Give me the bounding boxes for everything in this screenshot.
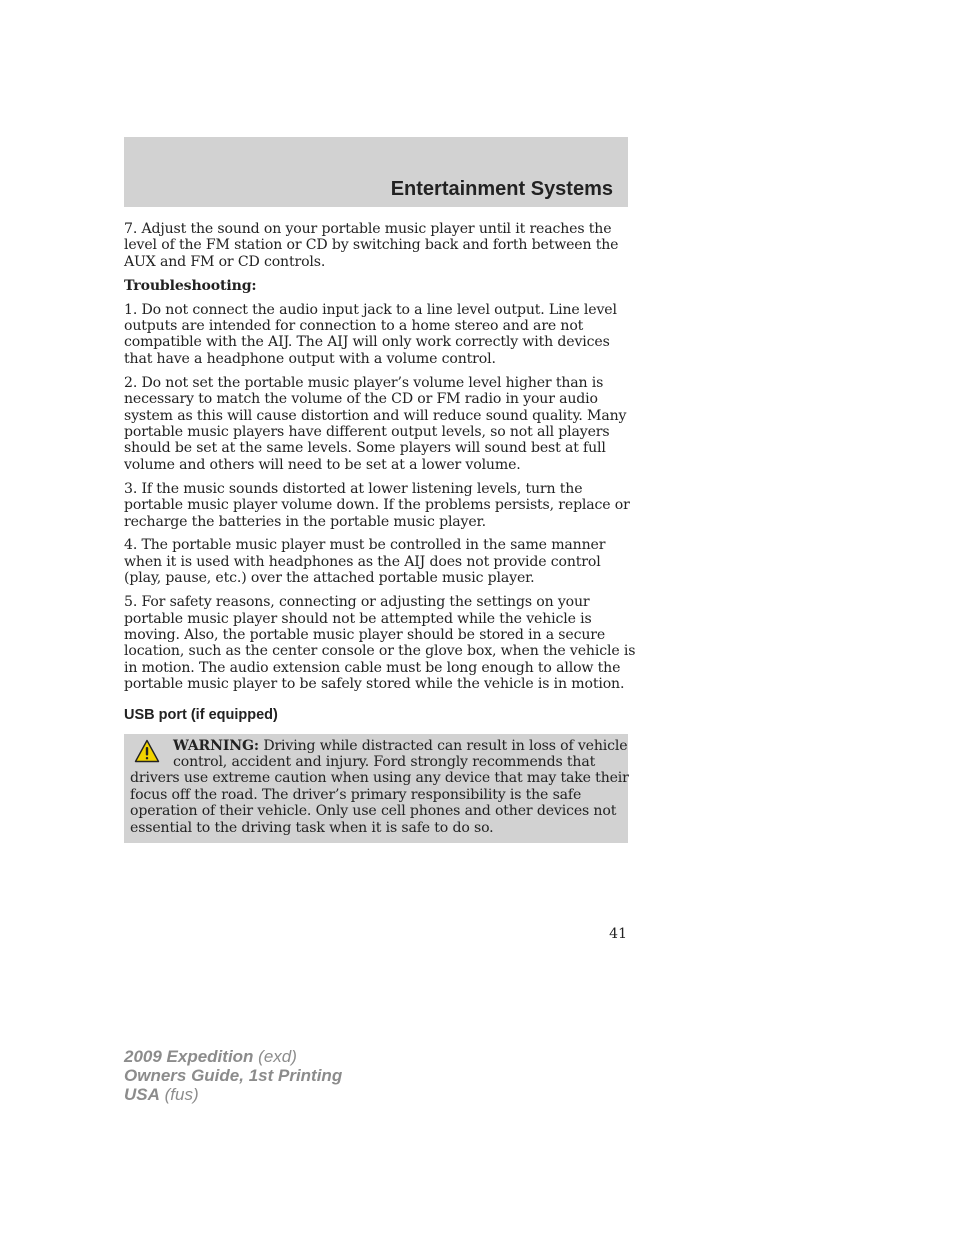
text-line: recharge the batteries in the portable music player. bbox=[124, 513, 486, 530]
text-line: portable music player to be safely stored while the vehicle is in motion. bbox=[124, 676, 625, 693]
warning-box bbox=[124, 734, 628, 843]
footer-market: USA bbox=[124, 1085, 160, 1104]
text-line: in motion. The audio extension cable must be long enough to allow the bbox=[124, 659, 621, 676]
troubleshooting-item-1 bbox=[124, 302, 628, 368]
footer-edition bbox=[124, 1047, 342, 1104]
text-line: portable music players have different output levels, so not all players bbox=[124, 423, 610, 440]
page-content bbox=[124, 221, 636, 843]
text-line: compatible with the AIJ. The AIJ will only work correctly with devices bbox=[124, 334, 610, 351]
text-line: control, accident and injury. Ford strongly recommends that bbox=[173, 753, 596, 770]
troubleshooting-item-4 bbox=[124, 537, 628, 586]
text-line: 3. If the music sounds distorted at lower listening levels, turn the bbox=[124, 480, 583, 497]
warning-text bbox=[130, 737, 629, 836]
text-line: 1. Do not connect the audio input jack to a line level output. Line level bbox=[124, 301, 617, 318]
troubleshooting-item-5 bbox=[124, 594, 636, 693]
footer-line-1 bbox=[124, 1047, 342, 1066]
text-line: focus off the road. The driver’s primary responsibility is the safe bbox=[130, 786, 582, 803]
troubleshooting-item-3 bbox=[124, 481, 628, 530]
text-line: drivers use extreme caution when using any device that may take their bbox=[130, 770, 629, 787]
text-line: that have a headphone output with a volume control. bbox=[124, 350, 496, 367]
text-line: outputs are intended for connection to a home stereo and are not bbox=[124, 318, 584, 335]
text-line: 4. The portable music player must be controlled in the same manner bbox=[124, 537, 606, 554]
page-number: 41 bbox=[609, 926, 627, 942]
warning-first-line-text: Driving while distracted can result in loss of vehicle bbox=[258, 737, 628, 754]
section-title: Entertainment Systems bbox=[390, 178, 613, 200]
footer-line-3 bbox=[124, 1085, 342, 1104]
footer-model-code: (exd) bbox=[253, 1047, 297, 1066]
text-line: moving. Also, the portable music player should be stored in a secure bbox=[124, 626, 606, 643]
text-line: necessary to match the volume of the CD or FM radio in your audio bbox=[124, 391, 598, 408]
text-line: portable music player volume down. If the problems persists, replace or bbox=[124, 497, 630, 514]
usb-port-heading: USB port (if equipped) bbox=[124, 706, 278, 723]
text-line: location, such as the center console or the glove box, when the vehicle is bbox=[124, 643, 636, 660]
text-line: AUX and FM or CD controls. bbox=[124, 253, 326, 270]
text-line: 5. For safety reasons, connecting or adjusting the settings on your bbox=[124, 594, 590, 611]
text-line: 7. Adjust the sound on your portable music player until it reaches the bbox=[124, 221, 612, 237]
text-line: essential to the driving task when it is safe to do so. bbox=[130, 819, 494, 836]
text-line: system as this will cause distortion and will reduce sound quality. Many bbox=[124, 407, 627, 424]
warning-label: WARNING: bbox=[173, 737, 259, 754]
troubleshooting-item-2 bbox=[124, 375, 628, 473]
text-line: operation of their vehicle. Only use cell phones and other devices not bbox=[130, 803, 617, 820]
footer-market-code: (fus) bbox=[159, 1085, 199, 1104]
section-header-band bbox=[124, 137, 628, 207]
text-line: level of the FM station or CD by switching back and forth between the bbox=[124, 237, 619, 254]
text-line: should be set at the same levels. Some players will sound best at full bbox=[124, 440, 606, 457]
text-line: volume and others will need to be set at a lower volume. bbox=[124, 456, 521, 473]
step-7-paragraph bbox=[124, 221, 628, 270]
text-line: 2. Do not set the portable music player’s volume level higher than is bbox=[124, 374, 604, 391]
text-line: (play, pause, etc.) over the attached portable music player. bbox=[124, 570, 535, 587]
troubleshooting-heading: Troubleshooting: bbox=[124, 277, 257, 294]
footer-line-2 bbox=[124, 1066, 342, 1085]
text-line: portable music player should not be attempted while the vehicle is bbox=[124, 610, 592, 627]
warning-triangle-icon bbox=[134, 739, 160, 763]
warning-first-line bbox=[130, 737, 628, 754]
text-line: when it is used with headphones as the AIJ does not provide control bbox=[124, 553, 601, 570]
footer-guide: Owners Guide, 1st Printing bbox=[124, 1066, 343, 1085]
footer-model: 2009 Expedition bbox=[124, 1047, 254, 1066]
